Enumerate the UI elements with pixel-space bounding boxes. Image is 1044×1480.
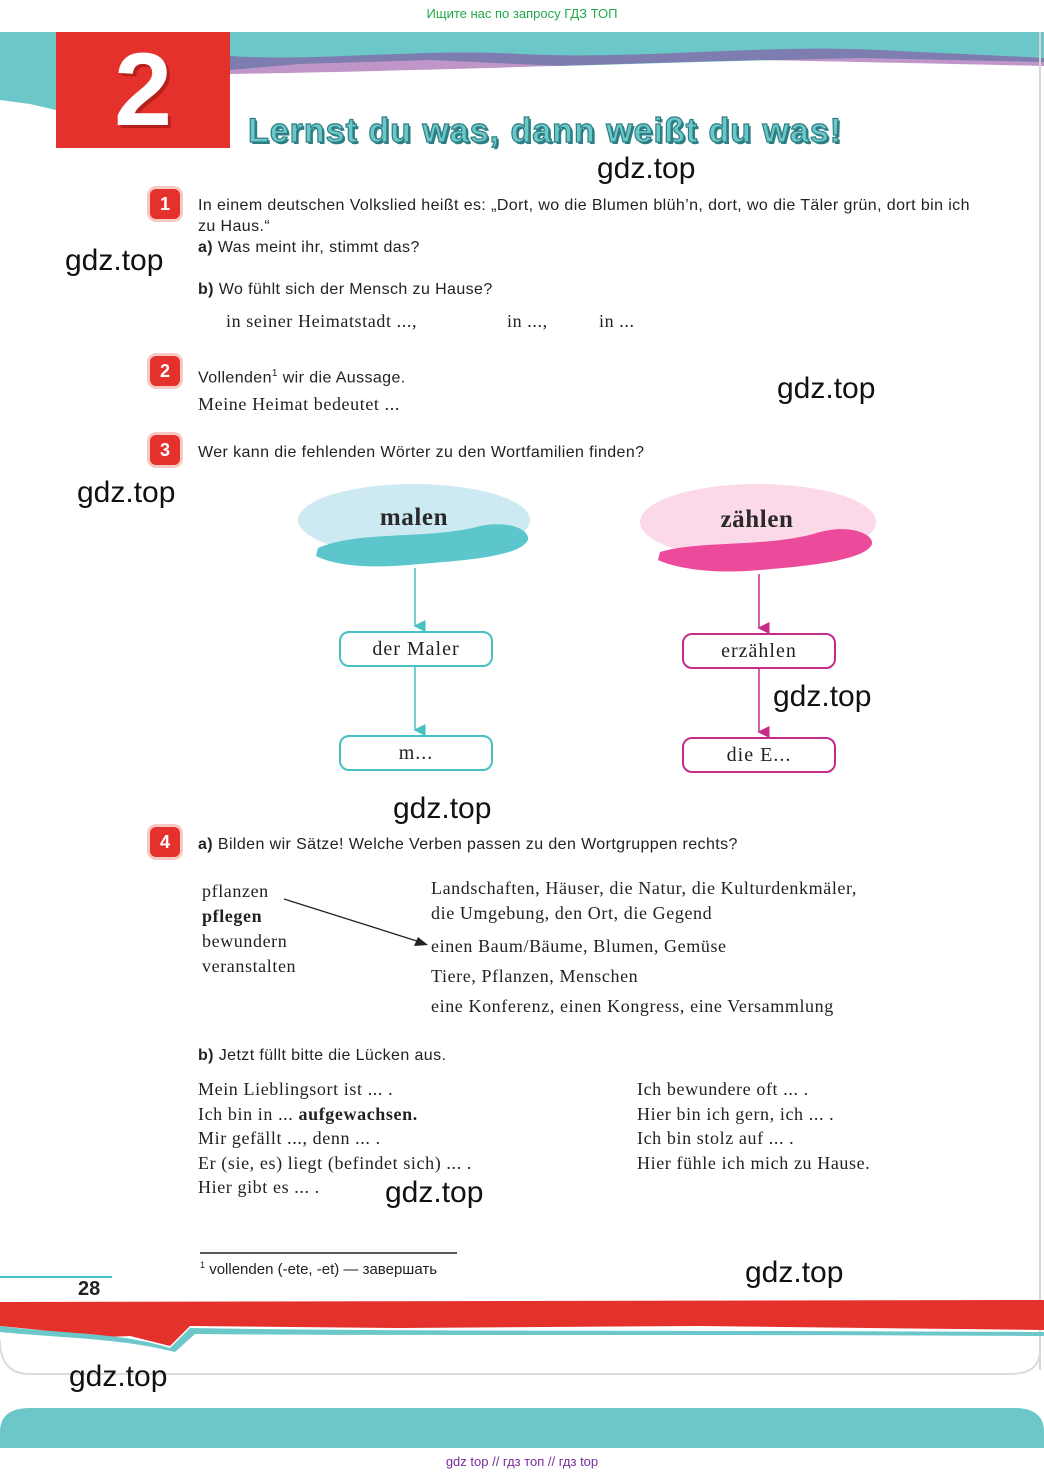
fill-in-sentence: Hier fühle ich mich zu Hause.	[637, 1152, 871, 1173]
task-1-b-label: b)	[198, 281, 214, 298]
watermark: gdz.top	[69, 1360, 168, 1393]
word-group-list	[431, 876, 857, 1021]
task-2-text-before: Vollenden	[198, 369, 272, 387]
footnote-mark: 1	[271, 368, 278, 379]
task-2-sentence: Meine Heimat bedeutet ...	[198, 394, 400, 414]
task-4-a	[198, 834, 738, 855]
watermark: gdz.top	[385, 1176, 484, 1209]
task-4-b-text: Jetzt füllt bitte die Lücken aus.	[218, 1047, 447, 1064]
word-box-erzaehlen: erzählen	[682, 633, 836, 669]
fill-in-sentence	[198, 1102, 472, 1127]
verb-item: pflegen	[202, 906, 263, 926]
watermark: gdz.top	[65, 244, 164, 277]
task-1-b-text: Wo fühlt sich der Mensch zu Hause?	[218, 281, 493, 298]
task-4-a-label: a)	[198, 836, 214, 853]
word-group-item: eine Konferenz, einen Kongress, eine Versammlung	[431, 996, 834, 1016]
word-box-m-blank: m...	[339, 735, 493, 771]
chapter-title: Lernst du was, dann weißt du was!	[248, 112, 843, 150]
fill-in-sentence: Mein Lieblingsort ist ... .	[198, 1079, 394, 1099]
word-box-der-maler: der Maler	[339, 631, 493, 667]
verb-item: pflanzen	[202, 881, 269, 901]
word-group-item: Tiere, Pflanzen, Menschen	[431, 966, 639, 986]
verb-list	[202, 879, 296, 979]
watermark: gdz.top	[77, 476, 176, 509]
task-2-text-after: wir die Aussage.	[282, 369, 406, 387]
verb-item: bewundern	[202, 931, 288, 951]
task-3-text: Wer kann die fehlenden Wörter zu den Wortfamilien finden?	[198, 444, 645, 461]
watermark: gdz.top	[777, 372, 876, 405]
task-4-b-label: b)	[198, 1047, 214, 1064]
word-group-item: einen Baum/Bäume, Blumen, Gemüse	[431, 936, 727, 956]
task-1-a-label: a)	[198, 239, 214, 256]
task-4-b	[198, 1045, 446, 1066]
footnote-mark: 1	[200, 1260, 206, 1270]
bottom-site-note: gdz top // гдз топ // гдз top	[445, 1454, 599, 1469]
fill-in-sentence-bold: aufgewachsen.	[298, 1103, 418, 1124]
task-4-badge: 4	[150, 827, 180, 857]
word-family-root-malen: malen	[379, 504, 449, 531]
task-1-answer-1: in seiner Heimatstadt ...,	[226, 311, 418, 331]
fill-in-right-column	[637, 1077, 870, 1175]
task-1-answer-3: in ...	[599, 311, 635, 331]
fill-in-sentence-start: Ich bin in ...	[198, 1103, 294, 1124]
word-group-item: Landschaften, Häuser, die Natur, die Kulturdenkmäler,	[431, 878, 857, 898]
task-1-answer-2: in ...,	[507, 311, 548, 331]
fill-in-sentence: Ich bin stolz auf ... .	[637, 1128, 795, 1148]
task-1-a-text: Was meint ihr, stimmt das?	[217, 239, 420, 256]
watermark: gdz.top	[393, 792, 492, 825]
verb-item: veranstalten	[202, 956, 297, 976]
top-search-note: Ищите нас по запросу ГДЗ ТОП	[426, 6, 618, 21]
fill-in-sentence: Ich bewundere oft ... .	[637, 1079, 809, 1099]
task-3-badge: 3	[150, 435, 180, 465]
chapter-number: 2	[114, 32, 172, 148]
page-number: 28	[78, 1278, 101, 1300]
watermark: gdz.top	[745, 1256, 844, 1289]
word-group-item: die Umgebung, den Ort, die Gegend	[431, 903, 713, 923]
fill-in-sentence: Er (sie, es) liegt (befindet sich) ... .	[198, 1152, 472, 1173]
watermark: gdz.top	[773, 680, 872, 713]
watermark: gdz.top	[597, 152, 696, 185]
footnote-text: vollenden (-ete, -et) — завершать	[209, 1261, 438, 1278]
fill-in-left-column	[198, 1077, 472, 1200]
task-1-badge: 1	[150, 189, 180, 219]
word-box-die-e-blank: die E...	[682, 737, 836, 773]
fill-in-sentence: Hier gibt es ... .	[198, 1177, 320, 1197]
task-2-badge: 2	[150, 356, 180, 386]
footnote	[200, 1260, 437, 1278]
task-1-intro: In einem deutschen Volkslied heißt es: „Dort, wo die Blumen blüh’n, dort, wo die Täler grün, dort bin ich zu Haus.“	[198, 197, 970, 235]
fill-in-sentence: Mir gefällt ..., denn ... .	[198, 1128, 381, 1148]
fill-in-sentence: Hier bin ich gern, ich ... .	[637, 1103, 835, 1124]
task-4-a-text: Bilden wir Sätze! Welche Verben passen zu den Wortgruppen rechts?	[217, 836, 738, 853]
word-family-root-zaehlen: zählen	[720, 506, 794, 533]
